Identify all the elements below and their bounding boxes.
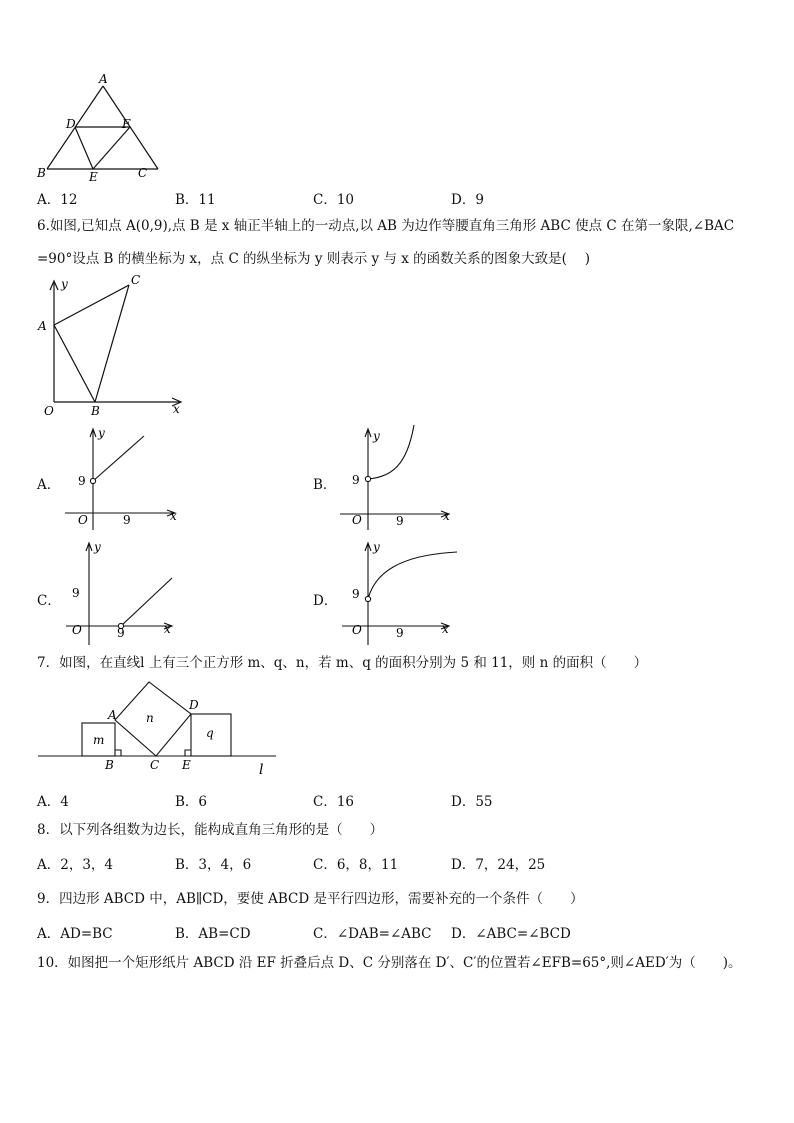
q6-graph-b-9x: 9: [396, 514, 404, 528]
q5-label-a: A: [99, 72, 108, 86]
q6-graph-d: [337, 538, 462, 646]
q6-label-b: B: [91, 404, 100, 418]
q5-option-a: A．12: [37, 192, 78, 208]
q6-graph-b-nine: 9: [352, 473, 360, 487]
q5-option-c: C．10: [313, 192, 355, 208]
q6-label-c: C: [131, 273, 141, 287]
q7-option-b: B．6: [175, 794, 208, 810]
q6-coordinate-figure: [30, 275, 190, 420]
q6-graph-d-y: y: [373, 540, 380, 554]
q5-triangle-figure: [30, 70, 160, 185]
q6-option-a: A．: [37, 477, 61, 493]
q8-option-a: A．2，3，4: [37, 857, 114, 873]
q7-label-e: E: [182, 758, 191, 772]
q7-label-c: C: [150, 758, 160, 772]
q7-label-b: B: [105, 758, 114, 772]
q6-graph-d-o: O: [352, 623, 362, 637]
q7-label-l: l: [259, 762, 264, 778]
q5-label-c: C: [138, 166, 148, 180]
q9-option-b: B．AB=CD: [175, 926, 251, 942]
q8-option-b: B．3，4，6: [175, 857, 252, 873]
q6-option-d: D．: [313, 593, 338, 609]
q9-option-a: A．AD=BC: [37, 926, 113, 942]
q6-graph-c-9x: 9: [117, 626, 125, 640]
q6-graph-a-x: x: [170, 509, 177, 523]
q6-label-o: O: [44, 404, 54, 418]
q6-graph-d-nine: 9: [352, 587, 360, 601]
q7-option-c: C．16: [313, 794, 355, 810]
q5-option-b: B．11: [175, 192, 216, 208]
q7-squares-figure: [36, 676, 286, 781]
q5-option-d: D．9: [451, 192, 484, 208]
q6-graph-d-x: x: [442, 622, 449, 636]
q6-label-y: y: [61, 277, 68, 291]
q6-graph-a-y: y: [98, 426, 105, 440]
q7-label-d: D: [189, 698, 199, 712]
q7-label-n: n: [146, 711, 154, 725]
q6-graph-c-o: O: [72, 623, 82, 637]
q10-text: 10．如图把一个矩形纸片 ABCD 沿 EF 折叠后点 D、C 分别落在 D′、C′的位置若∠EFB=65°,则∠AED′为（ )。: [37, 955, 742, 971]
q5-label-b: B: [37, 166, 46, 180]
q6-graph-b-o: O: [352, 513, 362, 527]
q6-graph-a: [60, 425, 185, 533]
q5-label-d: D: [66, 117, 76, 131]
q6-graph-a-nine: 9: [78, 474, 86, 488]
q7-label-q: q: [206, 726, 214, 740]
q6-option-b: B．: [313, 477, 337, 493]
q6-option-c: C．: [37, 593, 61, 609]
q6-graph-c-y: y: [94, 540, 101, 554]
q6-graph-c-nine: 9: [72, 586, 80, 600]
q7-option-d: D．55: [451, 794, 493, 810]
q7-text: 7．如图，在直线l 上有三个正方形 m、q、n，若 m、q 的面积分别为 5 和 11，则 n 的面积（ ）: [37, 655, 648, 671]
q5-label-f: F: [122, 117, 131, 131]
q6-text-line2: =90°设点 B 的横坐标为 x，点 C 的纵坐标为 y 则表示 y 与 x 的函数关系的图象大致是( ): [37, 251, 590, 267]
q9-text: 9．四边形 ABCD 中，AB∥CD，要使 ABCD 是平行四边形，需要补充的一个条件（ ）: [37, 891, 584, 907]
q6-text-line1: 6.如图,已知点 A(0,9),点 B 是 x 轴正半轴上的一动点,以 AB 为边作等腰直角三角形 ABC 使点 C 在第一象限,∠BAC: [37, 218, 735, 234]
q6-label-a: A: [38, 319, 47, 333]
q6-graph-b-y: y: [373, 429, 380, 443]
q5-label-e: E: [89, 170, 98, 184]
q6-graph-a-o: O: [78, 513, 88, 527]
q7-label-m: m: [93, 733, 105, 747]
q6-graph-b: [337, 425, 462, 533]
q7-label-a: A: [108, 708, 117, 722]
q9-option-d: D．∠ABC=∠BCD: [451, 926, 571, 942]
q6-graph-d-9x: 9: [396, 626, 404, 640]
q6-graph-b-x: x: [443, 509, 450, 523]
q9-option-c: C．∠DAB=∠ABC: [313, 926, 432, 942]
q6-graph-a-9x: 9: [123, 513, 131, 527]
q6-label-x: x: [173, 402, 180, 416]
q6-graph-c: [60, 538, 185, 646]
q8-option-c: C．6，8，11: [313, 857, 399, 873]
q8-text: 8．以下列各组数为边长，能构成直角三角形的是（ ）: [37, 822, 384, 838]
q7-option-a: A．4: [37, 794, 69, 810]
q8-option-d: D．7，24，25: [451, 857, 546, 873]
q6-graph-c-x: x: [164, 622, 171, 636]
